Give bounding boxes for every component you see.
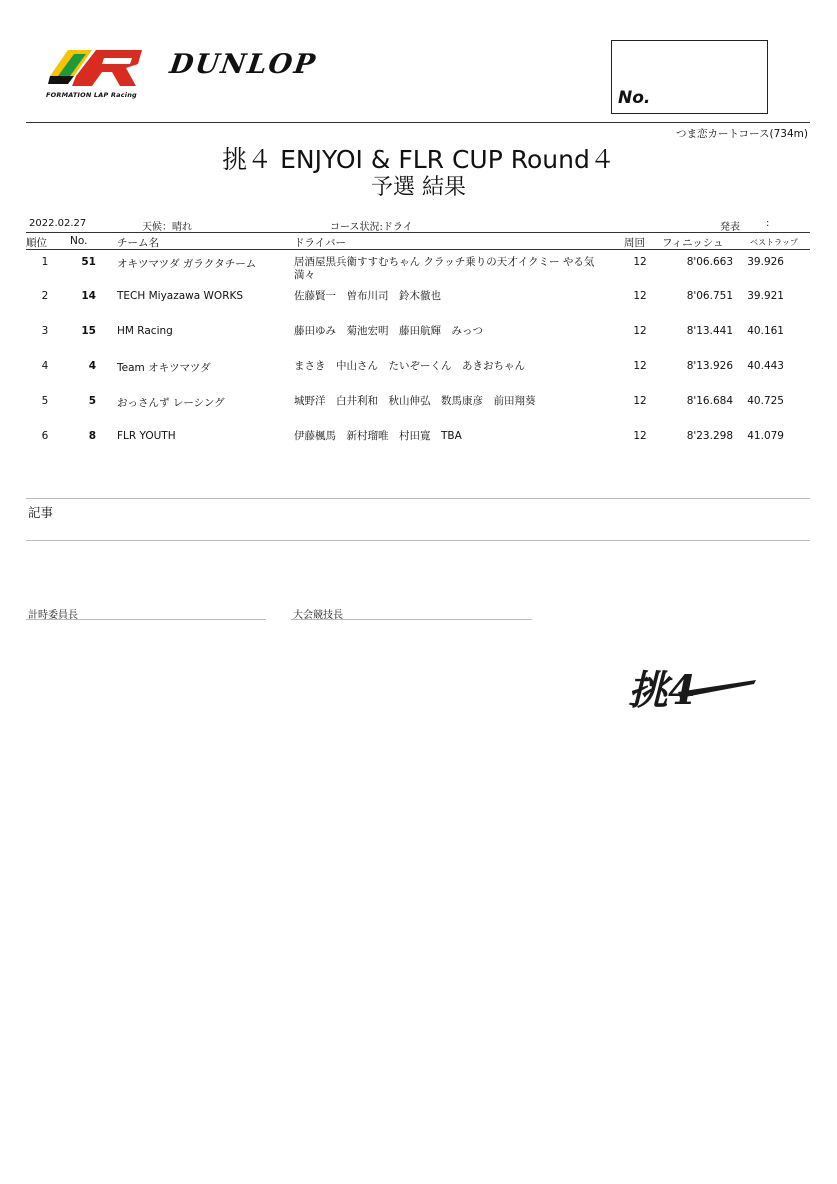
timing-chief-signature-line [26, 619, 266, 620]
row-finish: 8'16.684 [686, 395, 733, 407]
row-no: 4 [88, 360, 96, 372]
row-best: 40.725 [747, 395, 784, 407]
row-best: 41.079 [747, 430, 784, 442]
announce-label: 発表 [720, 222, 740, 233]
row-team: TECH Miyazawa WORKS [117, 290, 244, 302]
header-divider [26, 122, 810, 123]
row-team: おっさんず レーシング [117, 397, 225, 409]
row-best: 40.443 [747, 360, 784, 372]
row-team: オキツマツダ ガラクタチーム [117, 258, 257, 270]
row-no: 51 [81, 256, 96, 268]
row-driver: 伊藤楓馬 新村瑠唯 村田寛 TBA [294, 430, 462, 442]
row-pos: 1 [41, 256, 49, 268]
page-subtitle: 予選 結果 [371, 175, 466, 200]
row-laps: 12 [633, 290, 647, 302]
notes-top-rule [26, 498, 810, 499]
row-finish: 8'13.441 [686, 325, 733, 337]
row-pos: 2 [41, 290, 49, 302]
header-best: ベストラップ [750, 238, 798, 247]
flr-caption: FORMATION LAP Racing [46, 91, 137, 99]
weather: 天候：晴れ [142, 222, 192, 233]
row-laps: 12 [633, 395, 647, 407]
header-driver: ドライバー [294, 237, 346, 249]
race-director-label: 大会競技長 [293, 610, 343, 621]
notes-bottom-rule [26, 540, 810, 541]
timing-chief-label: 計時委員長 [28, 610, 78, 621]
table-top-rule [26, 232, 810, 233]
row-laps: 12 [633, 430, 647, 442]
row-finish: 8'13.926 [686, 360, 733, 372]
course-condition: コース状況:ドライ [330, 222, 413, 233]
row-finish: 8'06.751 [686, 290, 733, 302]
row-no: 8 [88, 430, 96, 442]
row-laps: 12 [633, 256, 647, 268]
number-box [611, 40, 768, 114]
cho4-logo [626, 658, 758, 716]
row-pos: 4 [41, 360, 49, 372]
notes-label: 記事 [28, 505, 54, 520]
row-driver: 城野洋 白井利和 秋山伸弘 数馬康彦 前田翔葵 [294, 395, 536, 407]
dunlop-logo: DUNLOP [167, 49, 319, 80]
table-header-rule [26, 249, 810, 250]
row-driver: 佐藤賢一 曽布川司 鈴木徹也 [294, 290, 441, 302]
row-best: 39.926 [747, 256, 784, 268]
page-title: 挑４ ENJYOI & FLR CUP Round４ [222, 145, 615, 174]
row-driver: 居酒屋黒兵衛すすむちゃん クラッチ乗りの天才イクミー やる気満々 [294, 256, 595, 281]
course-name: つま恋カートコース(734m) [675, 128, 808, 140]
row-team: HM Racing [117, 325, 173, 337]
announce-separator: : [766, 218, 770, 229]
row-laps: 12 [633, 360, 647, 372]
row-pos: 5 [41, 395, 49, 407]
row-driver: 藤田ゆみ 菊池宏明 藤田航輝 みっつ [294, 325, 483, 337]
row-best: 40.161 [747, 325, 784, 337]
row-team: FLR YOUTH [117, 430, 176, 442]
event-date: 2022.02.27 [29, 218, 87, 229]
header-no: No. [70, 235, 88, 247]
row-no: 14 [81, 290, 96, 302]
row-finish: 8'06.663 [686, 256, 733, 268]
cho4-logo-text: 挑4 [628, 667, 696, 714]
row-pos: 3 [41, 325, 49, 337]
row-team: Team オキツマツダ [117, 362, 211, 374]
row-laps: 12 [633, 325, 647, 337]
header-laps: 周回 [624, 237, 645, 249]
number-label: No. [618, 88, 651, 108]
row-driver: まさき 中山さん たいぞーくん あきおちゃん [294, 360, 525, 372]
row-no: 15 [81, 325, 96, 337]
row-pos: 6 [41, 430, 49, 442]
row-best: 39.921 [747, 290, 784, 302]
header-team: チーム名 [117, 237, 159, 249]
row-no: 5 [88, 395, 96, 407]
header-pos: 順位 [26, 237, 47, 249]
row-finish: 8'23.298 [686, 430, 733, 442]
header-finish: フィニッシュ [662, 237, 724, 249]
race-director-signature-line [291, 619, 532, 620]
